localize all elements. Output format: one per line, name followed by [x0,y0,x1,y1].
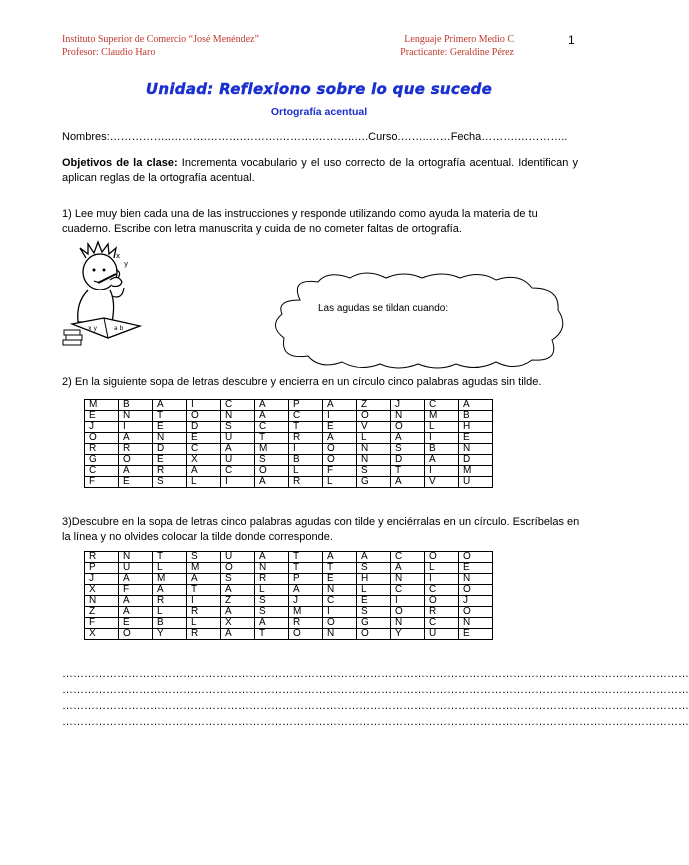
grid-cell[interactable]: C [391,552,425,563]
grid-cell[interactable]: A [187,574,221,585]
grid-row [85,477,493,488]
grid-cell[interactable]: A [153,585,187,596]
grid-row [85,411,493,422]
grid-cell[interactable]: E [119,618,153,629]
grid-cell[interactable]: R [119,444,153,455]
grid-cell[interactable]: N [85,596,119,607]
grid-cell[interactable]: O [391,422,425,433]
grid-cell[interactable]: Z [221,596,255,607]
page-number: 1 [568,33,575,47]
grid-cell[interactable]: A [323,433,357,444]
grid-row [85,563,493,574]
answer-line[interactable]: ……………………………………………………………………………………………………………………………………………………… [62,716,689,728]
grid-cell[interactable]: I [323,607,357,618]
grid-cell[interactable]: A [425,455,459,466]
grid-cell[interactable]: R [425,607,459,618]
grid-cell[interactable]: O [425,552,459,563]
grid-cell[interactable]: T [289,563,323,574]
grid-cell[interactable]: Z [357,400,391,411]
grid-cell[interactable]: N [391,411,425,422]
grid-cell[interactable]: J [289,596,323,607]
grid-cell[interactable]: L [425,563,459,574]
grid-cell[interactable]: O [357,411,391,422]
grid-cell[interactable]: N [153,433,187,444]
grid-cell[interactable]: M [425,411,459,422]
grid-cell[interactable]: R [85,444,119,455]
grid-cell[interactable]: N [119,411,153,422]
grid-cell[interactable]: T [153,411,187,422]
grid-cell[interactable]: C [221,466,255,477]
grid-cell[interactable]: N [323,585,357,596]
grid-cell[interactable]: U [221,552,255,563]
grid-cell[interactable]: A [119,433,153,444]
grid-cell[interactable]: L [153,563,187,574]
grid-cell[interactable]: L [153,607,187,618]
grid-cell[interactable]: O [255,466,289,477]
grid-cell[interactable]: E [357,596,391,607]
grid-cell[interactable]: L [323,477,357,488]
grid-cell[interactable]: D [391,455,425,466]
grid-cell[interactable]: I [391,596,425,607]
answer-line[interactable]: ……………………………………………………………………………………………………………………………………………………… [62,668,689,680]
grid-cell[interactable]: A [255,400,289,411]
grid-cell[interactable]: N [323,629,357,640]
grid-cell[interactable]: A [255,411,289,422]
grid-cell[interactable]: F [119,585,153,596]
header-left [62,33,259,59]
grid-cell[interactable]: I [425,574,459,585]
grid-row [85,433,493,444]
grid-cell[interactable]: E [85,411,119,422]
grid-cell[interactable]: L [255,585,289,596]
grid-cell[interactable]: B [289,455,323,466]
grid-cell[interactable]: L [289,466,323,477]
answer-line[interactable]: ……………………………………………………………………………………………………………………………………………………… [62,684,689,696]
grid-cell[interactable]: S [255,455,289,466]
grid-cell[interactable]: I [119,422,153,433]
grid-cell[interactable]: O [119,455,153,466]
grid-cell[interactable]: A [153,400,187,411]
grid-cell[interactable]: E [459,563,493,574]
grid-cell[interactable]: X [85,585,119,596]
word-search-2 [84,551,493,640]
grid-cell[interactable]: L [425,422,459,433]
grid-cell[interactable]: Y [391,629,425,640]
grid-cell[interactable]: C [187,444,221,455]
grid-cell[interactable]: V [425,477,459,488]
grid-cell[interactable]: E [153,455,187,466]
grid-cell[interactable]: S [187,552,221,563]
grid-cell[interactable]: O [323,455,357,466]
grid-cell[interactable]: O [221,563,255,574]
grid-cell[interactable]: R [289,477,323,488]
grid-cell[interactable]: O [459,607,493,618]
grid-row [85,618,493,629]
grid-cell[interactable]: A [221,585,255,596]
objectives-text: Incrementa vocabulario y el uso correcto de la ortografía acentual. Identifican y aplican reglas de la ortografía acentual. [62,157,578,184]
grid-cell[interactable]: H [357,574,391,585]
grid-cell[interactable]: A [119,466,153,477]
grid-row [85,422,493,433]
grid-cell[interactable]: I [323,411,357,422]
grid-cell[interactable]: A [459,400,493,411]
grid-cell[interactable]: X [221,618,255,629]
grid-cell[interactable]: O [459,585,493,596]
grid-cell[interactable]: O [323,444,357,455]
grid-cell[interactable]: O [357,629,391,640]
grid-cell[interactable]: E [323,422,357,433]
grid-cell[interactable]: J [85,574,119,585]
teacher-name: Profesor: Claudio Haro [62,47,156,58]
grid-cell[interactable]: T [391,466,425,477]
word-search-1 [84,399,493,488]
grid-cell[interactable]: A [221,607,255,618]
svg-text:a b: a b [114,325,124,332]
grid-cell[interactable]: D [187,422,221,433]
grid-cell[interactable]: L [357,433,391,444]
grid-cell[interactable]: A [357,552,391,563]
grid-cell[interactable]: A [255,618,289,629]
grid-cell[interactable]: L [187,618,221,629]
grid-cell[interactable]: R [289,433,323,444]
grid-cell[interactable]: F [85,618,119,629]
grid-cell[interactable]: O [289,629,323,640]
grid-cell[interactable]: J [459,596,493,607]
grid-cell[interactable]: U [119,563,153,574]
grid-cell[interactable]: H [459,422,493,433]
grid-cell[interactable]: S [357,563,391,574]
grid-cell[interactable]: N [459,618,493,629]
grid-cell[interactable]: N [391,618,425,629]
grid-cell[interactable]: E [323,574,357,585]
grid-cell[interactable]: G [357,477,391,488]
grid-cell[interactable]: S [153,477,187,488]
svg-text:x y: x y [88,325,98,332]
grid-cell[interactable]: C [425,585,459,596]
grid-cell[interactable]: A [119,574,153,585]
grid-cell[interactable]: D [153,444,187,455]
unit-title: Unidad: Reflexiono sobre lo que sucede [145,80,493,98]
svg-text:y: y [124,260,129,268]
cloud-text: Las agudas se tildan cuando: [318,303,449,314]
grid-cell[interactable]: E [459,433,493,444]
grid-row [85,455,493,466]
grid-cell[interactable]: T [187,585,221,596]
grid-cell[interactable]: A [221,444,255,455]
grid-cell[interactable]: F [85,477,119,488]
student-info-line: Nombres:……………..……….……….……….……….………..….Curso.……..……Fecha……….………….. [62,131,568,143]
grid-cell[interactable]: R [85,552,119,563]
grid-cell[interactable]: D [459,455,493,466]
course-name: Lenguaje Primero Medio C [404,34,514,45]
grid-cell[interactable]: N [255,563,289,574]
grid-cell[interactable]: A [391,433,425,444]
grid-row [85,607,493,618]
question-3: 3)Descubre en la sopa de letras cinco palabras agudas con tilde y enciérralas en un círculo. Escríbelas en la línea y no olvides colocar la tilde donde corresponde. [62,516,580,543]
grid-cell[interactable]: N [221,411,255,422]
grid-cell[interactable]: G [357,618,391,629]
grid-cell[interactable]: A [323,552,357,563]
grid-cell[interactable]: U [221,433,255,444]
grid-cell[interactable]: I [425,433,459,444]
grid-cell[interactable]: R [255,574,289,585]
grid-cell[interactable]: A [221,629,255,640]
svg-text:x: x [116,252,121,260]
grid-cell[interactable]: N [459,574,493,585]
grid-cell[interactable]: S [255,596,289,607]
grid-cell[interactable]: S [255,607,289,618]
grid-cell[interactable]: B [459,411,493,422]
grid-cell[interactable]: I [221,477,255,488]
grid-cell[interactable]: P [85,563,119,574]
grid-cell[interactable]: G [85,455,119,466]
grid-cell[interactable]: C [425,618,459,629]
cloud-shape [270,270,570,370]
grid-cell[interactable]: M [153,574,187,585]
grid-cell[interactable]: I [187,400,221,411]
grid-cell[interactable]: R [187,629,221,640]
grid-cell[interactable]: B [153,618,187,629]
grid-cell[interactable]: M [187,563,221,574]
grid-cell[interactable]: S [357,466,391,477]
grid-row [85,629,493,640]
grid-cell[interactable]: O [323,618,357,629]
grid-cell[interactable]: N [357,455,391,466]
grid-cell[interactable]: E [187,433,221,444]
grid-cell[interactable]: J [85,422,119,433]
grid-cell[interactable]: U [425,629,459,640]
grid-cell[interactable]: O [459,552,493,563]
grid-cell[interactable]: A [391,563,425,574]
grid-row [85,574,493,585]
grid-cell[interactable]: N [391,574,425,585]
grid-cell[interactable]: A [323,400,357,411]
grid-cell[interactable]: J [391,400,425,411]
subtitle: Ortografía acentual [270,106,368,118]
grid-cell[interactable]: M [85,400,119,411]
grid-cell[interactable]: S [357,607,391,618]
grid-cell[interactable]: U [221,455,255,466]
grid-cell[interactable]: A [187,466,221,477]
grid-cell[interactable]: A [255,552,289,563]
grid-cell[interactable]: A [119,607,153,618]
grid-cell[interactable]: F [323,466,357,477]
grid-cell[interactable]: S [391,444,425,455]
grid-cell[interactable]: N [459,444,493,455]
grid-cell[interactable]: S [221,574,255,585]
grid-cell[interactable]: B [119,400,153,411]
grid-cell[interactable]: B [425,444,459,455]
grid-cell[interactable]: X [85,629,119,640]
grid-cell[interactable]: E [459,629,493,640]
grid-cell[interactable]: X [187,455,221,466]
grid-cell[interactable]: M [459,466,493,477]
grid-cell[interactable]: P [289,400,323,411]
grid-cell[interactable]: T [289,422,323,433]
grid-cell[interactable]: C [323,596,357,607]
grid-cell[interactable]: P [289,574,323,585]
grid-row [85,444,493,455]
grid-cell[interactable]: S [221,422,255,433]
grid-cell[interactable]: R [187,607,221,618]
grid-cell[interactable]: R [153,596,187,607]
practitioner-name: Practicante: Geraldine Pérez [400,47,514,58]
grid-cell[interactable]: I [289,444,323,455]
grid-cell[interactable]: C [221,400,255,411]
grid-cell[interactable]: R [289,618,323,629]
school-name: Instituto Superior de Comercio “José Menéndez” [62,34,259,45]
grid-cell[interactable]: C [391,585,425,596]
grid-cell[interactable]: N [119,552,153,563]
grid-cell[interactable]: O [425,596,459,607]
grid-row [85,552,493,563]
grid-row [85,400,493,411]
grid-cell[interactable]: T [323,563,357,574]
grid-cell[interactable]: A [391,477,425,488]
grid-cell[interactable]: R [153,466,187,477]
grid-cell[interactable]: O [391,607,425,618]
grid-cell[interactable]: E [153,422,187,433]
grid-cell[interactable]: T [289,552,323,563]
grid-cell[interactable]: T [153,552,187,563]
header-right [380,33,514,59]
grid-cell[interactable]: A [289,585,323,596]
grid-row [85,596,493,607]
grid-cell[interactable]: E [119,477,153,488]
objectives [62,156,578,186]
grid-cell[interactable]: I [425,466,459,477]
grid-cell[interactable]: T [255,629,289,640]
question-2: 2) En la siguiente sopa de letras descubre y encierra en un círculo cinco palabras agudas sin tilde. [62,376,542,388]
grid-cell[interactable]: C [85,466,119,477]
grid-cell[interactable]: U [459,477,493,488]
grid-cell[interactable]: I [187,596,221,607]
grid-cell[interactable]: T [255,433,289,444]
student-thinking-illustration [58,240,148,350]
grid-cell[interactable]: M [255,444,289,455]
grid-cell[interactable]: C [255,422,289,433]
grid-cell[interactable]: L [187,477,221,488]
grid-cell[interactable]: C [425,400,459,411]
answer-line[interactable]: ……………………………………………………………………………………………………………………………………………………… [62,700,689,712]
grid-cell[interactable]: O [85,433,119,444]
grid-cell[interactable]: V [357,422,391,433]
grid-cell[interactable]: A [119,596,153,607]
grid-cell[interactable]: C [289,411,323,422]
grid-cell[interactable]: M [289,607,323,618]
grid-cell[interactable]: L [357,585,391,596]
grid-cell[interactable]: N [357,444,391,455]
grid-cell[interactable]: Z [85,607,119,618]
grid-row [85,585,493,596]
grid-cell[interactable]: A [255,477,289,488]
grid-cell[interactable]: O [187,411,221,422]
grid-row [85,466,493,477]
objectives-label: Objetivos de la clase: [62,157,178,169]
question-1: 1) Lee muy bien cada una de las instrucciones y responde utilizando como ayuda la materia de tu cuaderno. Escribe con letra manuscrita y cuida de no cometer faltas de ortografía. [62,208,538,235]
grid-cell[interactable]: O [119,629,153,640]
grid-cell[interactable]: Y [153,629,187,640]
